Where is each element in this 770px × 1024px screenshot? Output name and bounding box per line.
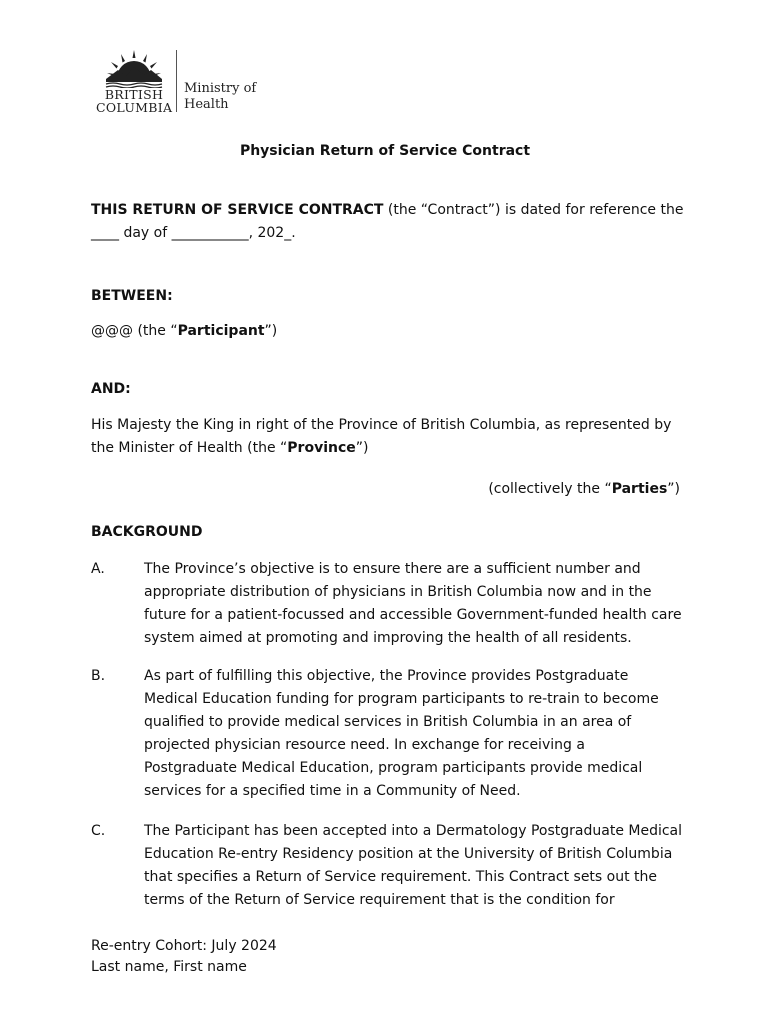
intro-paragraph xyxy=(91,199,691,245)
footer-name: Last name, First name xyxy=(91,959,247,975)
province-pre: His Majesty the King in right of the Province of British Columbia, as represented by the Minister of Health (the “ xyxy=(91,417,672,456)
item-letter: C. xyxy=(91,823,106,839)
background-heading: BACKGROUND xyxy=(91,524,203,540)
participant-line xyxy=(91,320,691,343)
participant-post: ”) xyxy=(264,323,278,339)
item-letter: A. xyxy=(91,561,105,577)
participant-pre: @@@ (the “ xyxy=(91,323,178,339)
participant-term: Participant xyxy=(177,323,265,339)
item-letter: B. xyxy=(91,668,106,684)
ministry-line1: Ministry of xyxy=(184,81,257,96)
province-term: Province xyxy=(287,440,356,456)
item-text: As part of fulfilling this objective, the Province provides Postgraduate Medical Education funding for program participants to re-train to become qualified to provide medical services in British Columbia in an area of projected physician resource need. In exchange for receiving a Postgraduate Medical Education, program participants provide medical services for a specified time in a Community of Need. xyxy=(144,668,659,799)
bc-government-logo xyxy=(96,48,266,118)
item-text: The Participant has been accepted into a Dermatology Postgraduate Medical Education Re-entry Residency position at the University of British Columbia that specifies a Return of Service requirement. This Contract sets out the terms of the Return of Service requirement that is the condition for xyxy=(144,823,683,908)
between-heading: BETWEEN: xyxy=(91,288,173,304)
intro-rest: (the “Contract”) is dated for reference the ____ day of ___________, 202_. xyxy=(91,202,684,241)
bc-sun-mountains-icon xyxy=(104,48,164,88)
logo-line-columbia: COLUMBIA xyxy=(96,100,173,115)
province-post: ”) xyxy=(355,440,369,456)
province-paragraph xyxy=(91,414,691,460)
parties-post: ”) xyxy=(667,481,680,497)
document-footer xyxy=(91,936,277,978)
ministry-line2: Health xyxy=(184,97,229,112)
and-heading: AND: xyxy=(91,381,131,397)
ministry-name xyxy=(184,81,256,113)
footer-cohort: Re-entry Cohort: July 2024 xyxy=(91,938,277,954)
parties-pre: (collectively the “ xyxy=(488,481,612,497)
parties-term: Parties xyxy=(611,481,668,497)
parties-line xyxy=(91,478,680,501)
document-title: Physician Return of Service Contract xyxy=(239,143,531,159)
intro-bold-lead: THIS RETURN OF SERVICE CONTRACT xyxy=(91,202,384,218)
item-text: The Province’s objective is to ensure there are a sufficient number and appropriate distribution of physicians in British Columbia now and in the future for a patient-focussed and accessible Government-funded health care system aimed at promoting and improving the health of all residents. xyxy=(144,561,682,646)
logo-line-british: BRITISH xyxy=(104,87,164,102)
logo-wordmark xyxy=(96,88,172,114)
logo-divider xyxy=(176,50,177,112)
